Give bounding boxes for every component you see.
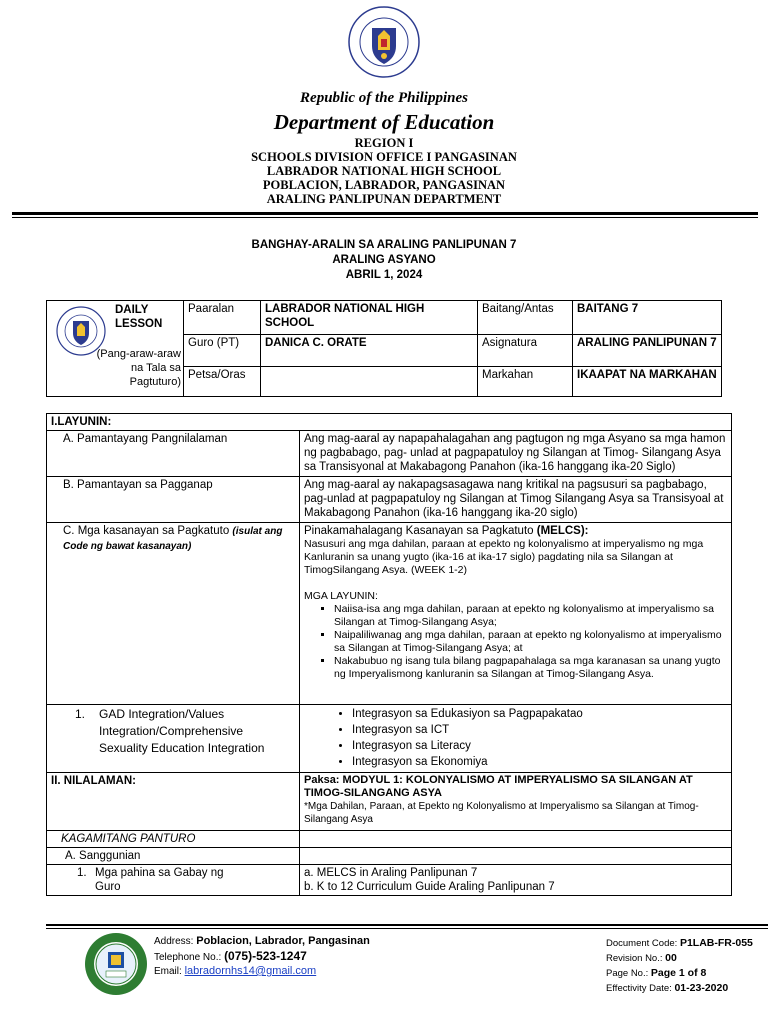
guro-label: Guro (PT) — [184, 335, 261, 367]
pamantayang-label: A. Pamantayang Pangnilalaman — [47, 431, 300, 477]
address-label: Address: — [154, 936, 194, 947]
telephone-label: Telephone No.: — [154, 952, 222, 963]
gabay-values — [300, 865, 732, 896]
footer-email — [154, 964, 316, 979]
paksa-cell — [300, 773, 732, 831]
gabay-number: 1. — [77, 867, 87, 879]
pagganap-label: B. Pamantayan sa Pagganap — [47, 477, 300, 523]
paksa-value: MODYUL 1: KOLONYALISMO AT IMPERYALISMO SA SILANGAN AT TIMOG-SILANGANG ASYA — [304, 774, 693, 799]
daily-lesson-sub: (Pang-araw-araw na Tala sa Pagtuturo) — [96, 348, 181, 388]
sanggunian-heading: A. Sanggunian — [47, 848, 300, 865]
header-rule — [12, 212, 758, 215]
effectivity-label: Effectivity Date: — [606, 983, 672, 994]
layunin-heading: I.LAYUNIN: — [47, 414, 732, 431]
header-rule-thin — [12, 217, 758, 218]
melcs-text: Nasusuri ang mga dahilan, paraan at epekto ng kolonyalismo at imperyalismo ng mga Kanluranin sa unang yugto (ika-16 at ika-17 siglo) pagdating nila sa Silangan at TimogSilangang Asya. (WEEK 1-2) — [304, 538, 704, 576]
deped-seal — [348, 6, 420, 78]
objectives-list — [304, 603, 727, 681]
doc-title: BANGHAY-ARALIN SA ARALING PANLIPUNAN 7 — [251, 239, 517, 251]
lesson-info-table — [46, 300, 722, 397]
region: REGION I — [354, 136, 414, 150]
baitang-label: Baitang/Antas — [478, 301, 573, 335]
markahan-value: IKAAPAT NA MARKAHAN — [573, 367, 722, 397]
guro-value: DANICA C. ORATE — [261, 335, 478, 367]
melcs-cell — [300, 523, 732, 705]
footer-telephone — [154, 949, 307, 965]
paksa-note: *Mga Dahilan, Paraan, at Epekto ng Kolonyalismo at Imperyalismo sa Silangan at Timog-Silangang Asya — [304, 801, 699, 825]
integration-item: • Integrasyon sa Ekonomiya — [352, 754, 727, 770]
objective-item: ▪ Naipaliliwanag ang mga dahilan, paraan at epekto ng kolonyalismo at imperyalismo sa Silangan at Timog-Silangang Asya; at — [334, 629, 727, 655]
kasanayan-label: C. Mga kasanayan sa Pagkatuto — [63, 525, 230, 537]
objective-item: ▪ Nakabubuo ng isang tula bilang pagpapahalaga sa mga karanasan sa unang yugto ng Imperyalismong kanluranin sa Silangan at Timog-Silangang Asya. — [334, 655, 727, 681]
doc-code — [606, 936, 753, 951]
email-link[interactable]: labradornhs14@gmail.com — [184, 965, 317, 977]
gad-label: GAD Integration/Values Integration/Comprehensive Sexuality Education Integration — [99, 707, 265, 755]
department-heading: Department of Education — [273, 110, 495, 134]
page-label: Page No.: — [606, 968, 649, 979]
kasanayan-note: (isulat ang Code ng bawat kasanayan) — [63, 526, 283, 552]
daily-lesson-label: DAILY LESSON — [115, 304, 163, 330]
kasanayan-cell — [47, 523, 300, 705]
revision — [606, 951, 677, 966]
integration-cell — [300, 705, 732, 773]
gad-cell — [47, 705, 300, 773]
footer-address — [154, 934, 370, 949]
asignatura-value: ARALING PANLIPUNAN 7 — [573, 335, 722, 367]
baitang-value: BAITANG 7 — [573, 301, 722, 335]
doc-subtitle: ARALING ASYANO — [332, 254, 436, 266]
doc-code-label: Document Code: — [606, 938, 678, 949]
doc-date: ABRIL 1, 2024 — [345, 269, 423, 281]
integration-item: • Integrasyon sa Edukasiyon sa Pagpapakatao — [352, 706, 727, 722]
paksa-label: Paksa: — [304, 774, 340, 786]
department-name: ARALING PANLIPUNAN DEPARTMENT — [266, 192, 502, 206]
melcs-heading: Pinakamahalagang Kasanayan sa Pagkatuto — [304, 525, 534, 537]
pamantayang-value: Ang mag-aaral ay napapahalagahan ang pagtugon ng mga Asyano sa mga hamon ng pagbabago, pag- unlad at pagpapatuloy ng Silangan at Timog- Silangang Asya sa Transisyonal at Makabagong Panahon (ika-16 hanggang ika-20 Siglo) — [300, 431, 732, 477]
effectivity-value: 01-23-2020 — [674, 982, 729, 994]
integration-item: • Integrasyon sa ICT — [352, 722, 727, 738]
sanggunian-empty — [300, 848, 732, 865]
asignatura-label: Asignatura — [478, 335, 573, 367]
mga-layunin-label: MGA LAYUNIN: — [304, 590, 378, 602]
email-label: Email: — [154, 966, 182, 977]
melcs-heading-bold: (MELCS): — [536, 525, 589, 537]
gad-number: 1. — [75, 707, 86, 721]
school-address: POBLACION, LABRADOR, PANGASINAN — [262, 178, 506, 192]
division: SCHOOLS DIVISION OFFICE I PANGASINAN — [251, 150, 517, 164]
address-value: Poblacion, Labrador, Pangasinan — [196, 935, 370, 947]
gabay-b: b. K to 12 Curriculum Guide Araling Panlipunan 7 — [304, 881, 555, 893]
nilalaman-heading: II. NILALAMAN: — [47, 773, 300, 831]
republic-heading: Republic of the Philippines — [300, 90, 468, 106]
page-value: Page 1 of 8 — [650, 967, 707, 979]
school-logo — [84, 932, 148, 996]
school-name: LABRADOR NATIONAL HIGH SCHOOL — [266, 164, 502, 178]
markahan-label: Markahan — [478, 367, 573, 397]
paaralan-value: LABRADOR NATIONAL HIGH SCHOOL — [261, 301, 478, 335]
paaralan-label: Paaralan — [184, 301, 261, 335]
integration-list — [304, 706, 727, 770]
telephone-value: (075)-523-1247 — [224, 949, 307, 963]
revision-label: Revision No.: — [606, 953, 663, 964]
effectivity — [606, 981, 728, 996]
kagamitan-heading: KAGAMITANG PANTURO — [47, 831, 300, 848]
pagganap-value: Ang mag-aaral ay nakapagsasagawa nang kritikal na pagsusuri sa pagbabago, pag-unlad at pagpapatuloy ng Silangan at Timog Silangang Asya sa Transisyoal at Makabagong Panahon (ika-16 hanggang ika-20 siglo) — [300, 477, 732, 523]
gabay-label: Mga pahina sa Gabay ng Guro — [95, 867, 224, 893]
objective-item: ▪ Naiisa-isa ang mga dahilan, paraan at epekto ng kolonyalismo at imperyalismo sa Silangan at Timog-Silangang Asya; — [334, 603, 727, 629]
page-number — [606, 966, 706, 981]
office-lines — [0, 136, 768, 206]
footer-rule — [46, 924, 768, 926]
petsa-value — [261, 367, 478, 397]
revision-value: 00 — [665, 952, 677, 964]
daily-lesson-cell — [47, 301, 184, 397]
lesson-plan-table — [46, 413, 732, 896]
petsa-label: Petsa/Oras — [184, 367, 261, 397]
kagamitan-empty — [300, 831, 732, 848]
gabay-cell — [47, 865, 300, 896]
footer-rule-thin — [46, 928, 768, 929]
gabay-a: a. MELCS in Araling Panlipunan 7 — [304, 867, 478, 879]
integration-item: • Integrasyon sa Literacy — [352, 738, 727, 754]
doc-code-value: P1LAB-FR-055 — [679, 937, 753, 949]
